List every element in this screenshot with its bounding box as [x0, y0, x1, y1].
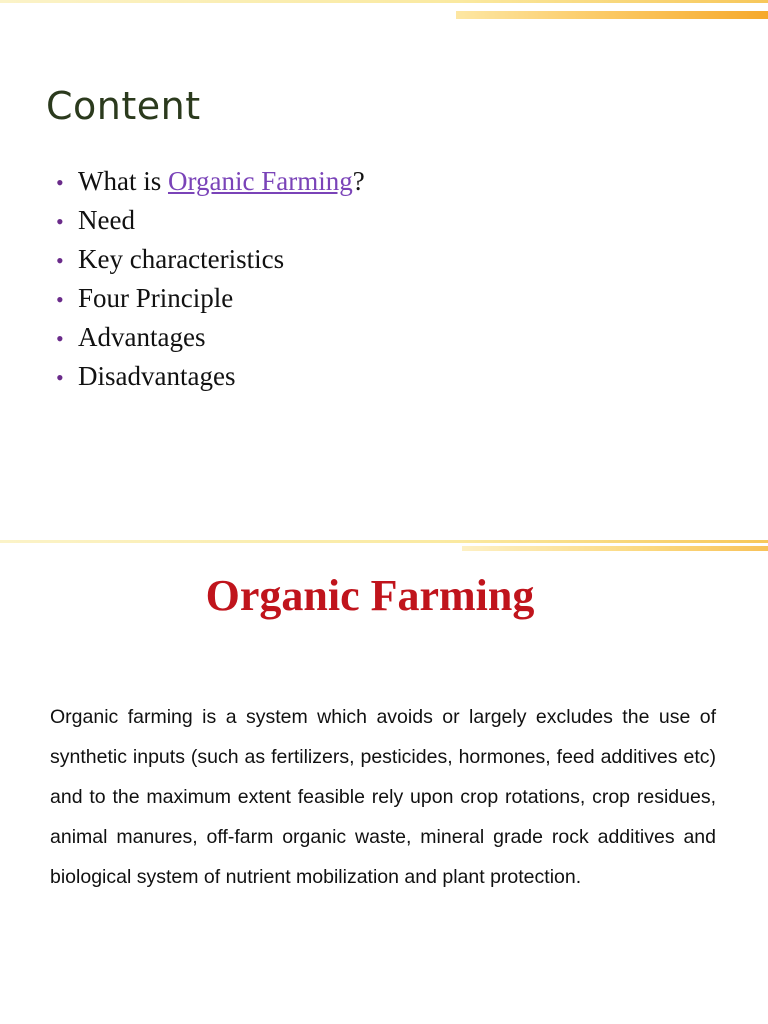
definition-paragraph: Organic farming is a system which avoids or largely excludes the use of synthetic inputs (such as fertilizers, pesticides, hormones, feed additives etc) and to the maximum extent feasible rely upon crop rotations, crop residues, animal manures, off-farm organic waste, mineral grade rock additives and biological system of nutrient mobilization and plant protection.	[50, 706, 716, 888]
top-accent-bar	[456, 11, 768, 19]
slide-organic-farming	[0, 540, 768, 1024]
bullet-icon: •	[56, 326, 64, 351]
bullet-prefix: What is	[78, 166, 168, 196]
bullet-text: Key characteristics	[78, 244, 285, 274]
bullet-item-what-is	[56, 162, 365, 201]
bullet-suffix: ?	[352, 166, 365, 196]
bullet-icon: •	[56, 365, 64, 390]
bullet-text: Disadvantages	[78, 361, 236, 391]
bullet-icon: •	[56, 209, 64, 234]
content-bullet-list	[56, 162, 365, 396]
bullet-text: Need	[78, 205, 135, 235]
top-accent-line	[0, 0, 768, 3]
organic-farming-link[interactable]: Organic Farming	[167, 166, 353, 196]
top-accent-bar	[462, 546, 768, 551]
bullet-item-disadvantages	[56, 357, 365, 396]
organic-farming-heading: Organic Farming	[205, 571, 535, 620]
content-title: Content	[46, 84, 201, 128]
top-accent-line	[0, 540, 768, 543]
bullet-icon: •	[56, 170, 64, 195]
bullet-text: Four Principle	[78, 283, 234, 313]
bullet-icon: •	[56, 287, 64, 312]
bullet-item-key-characteristics	[56, 240, 365, 279]
bullet-item-four-principle	[56, 279, 365, 318]
bullet-item-need	[56, 201, 365, 240]
bullet-text: Advantages	[78, 322, 206, 352]
bullet-item-advantages	[56, 318, 365, 357]
bullet-icon: •	[56, 248, 64, 273]
